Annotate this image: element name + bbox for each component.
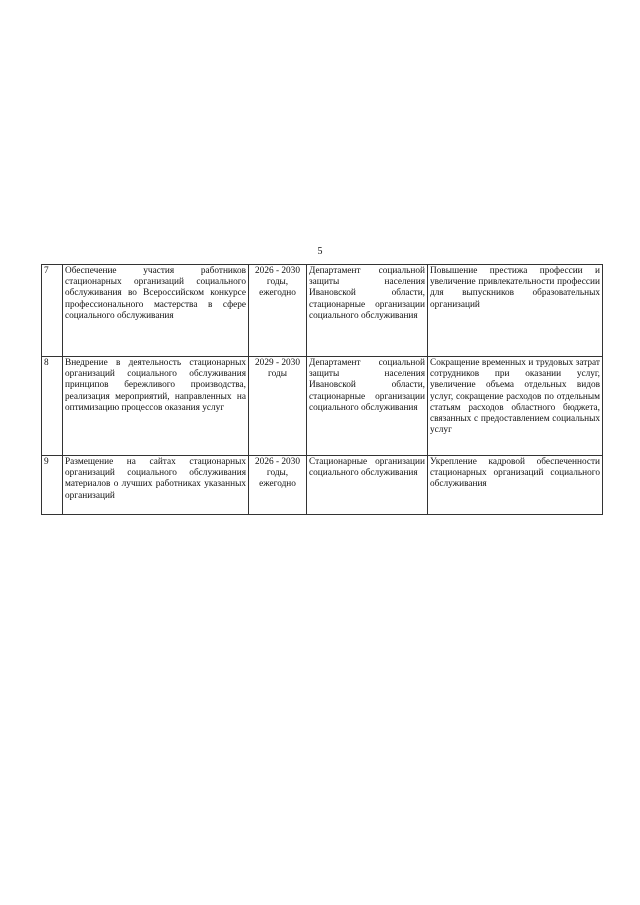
table-row	[42, 456, 603, 515]
measure-executor: Департамент социальной защиты населения Ивановской области, стационарные организации социального обслуживания	[307, 265, 428, 357]
measure-result: Сокращение временных и трудовых затрат сотрудников при оказании услуг, увеличение объема отдельных видов услуг, сокращение расходов по отдельным статьям расходов областного бюджета, связанных с предоставлением социальных услуг	[428, 357, 603, 456]
measure-executor: Стационарные организации социального обслуживания	[307, 456, 428, 515]
measure-name: Обеспечение участия работников стационарных организаций социального обслуживания во Всероссийском конкурсе профессионального мастерства в сфере социального обслуживания	[63, 265, 249, 357]
row-number: 8	[42, 357, 63, 456]
page-number: 5	[317, 246, 323, 257]
measure-name: Размещение на сайтах стационарных организаций социального обслуживания материалов о лучших работниках указанных организаций	[63, 456, 249, 515]
row-number: 9	[42, 456, 63, 515]
measure-term: 2026 - 2030 годы, ежегодно	[249, 265, 307, 357]
measure-result: Повышение престижа профессии и увеличение привлекательности профессии для выпускников образовательных организаций	[428, 265, 603, 357]
measures-table	[41, 264, 603, 515]
measure-term: 2029 - 2030 годы	[249, 357, 307, 456]
table-row	[42, 265, 603, 357]
row-number: 7	[42, 265, 63, 357]
measure-name: Внедрение в деятельность стационарных организаций социального обслуживания принципов бережливого производства, реализация мероприятий, направленных на оптимизацию процессов оказания услуг	[63, 357, 249, 456]
measure-term: 2026 - 2030 годы, ежегодно	[249, 456, 307, 515]
table-row	[42, 357, 603, 456]
measure-executor: Департамент социальной защиты населения Ивановской области, стационарные организации социального обслуживания	[307, 357, 428, 456]
measure-result: Укрепление кадровой обеспеченности стационарных организаций социального обслуживания	[428, 456, 603, 515]
